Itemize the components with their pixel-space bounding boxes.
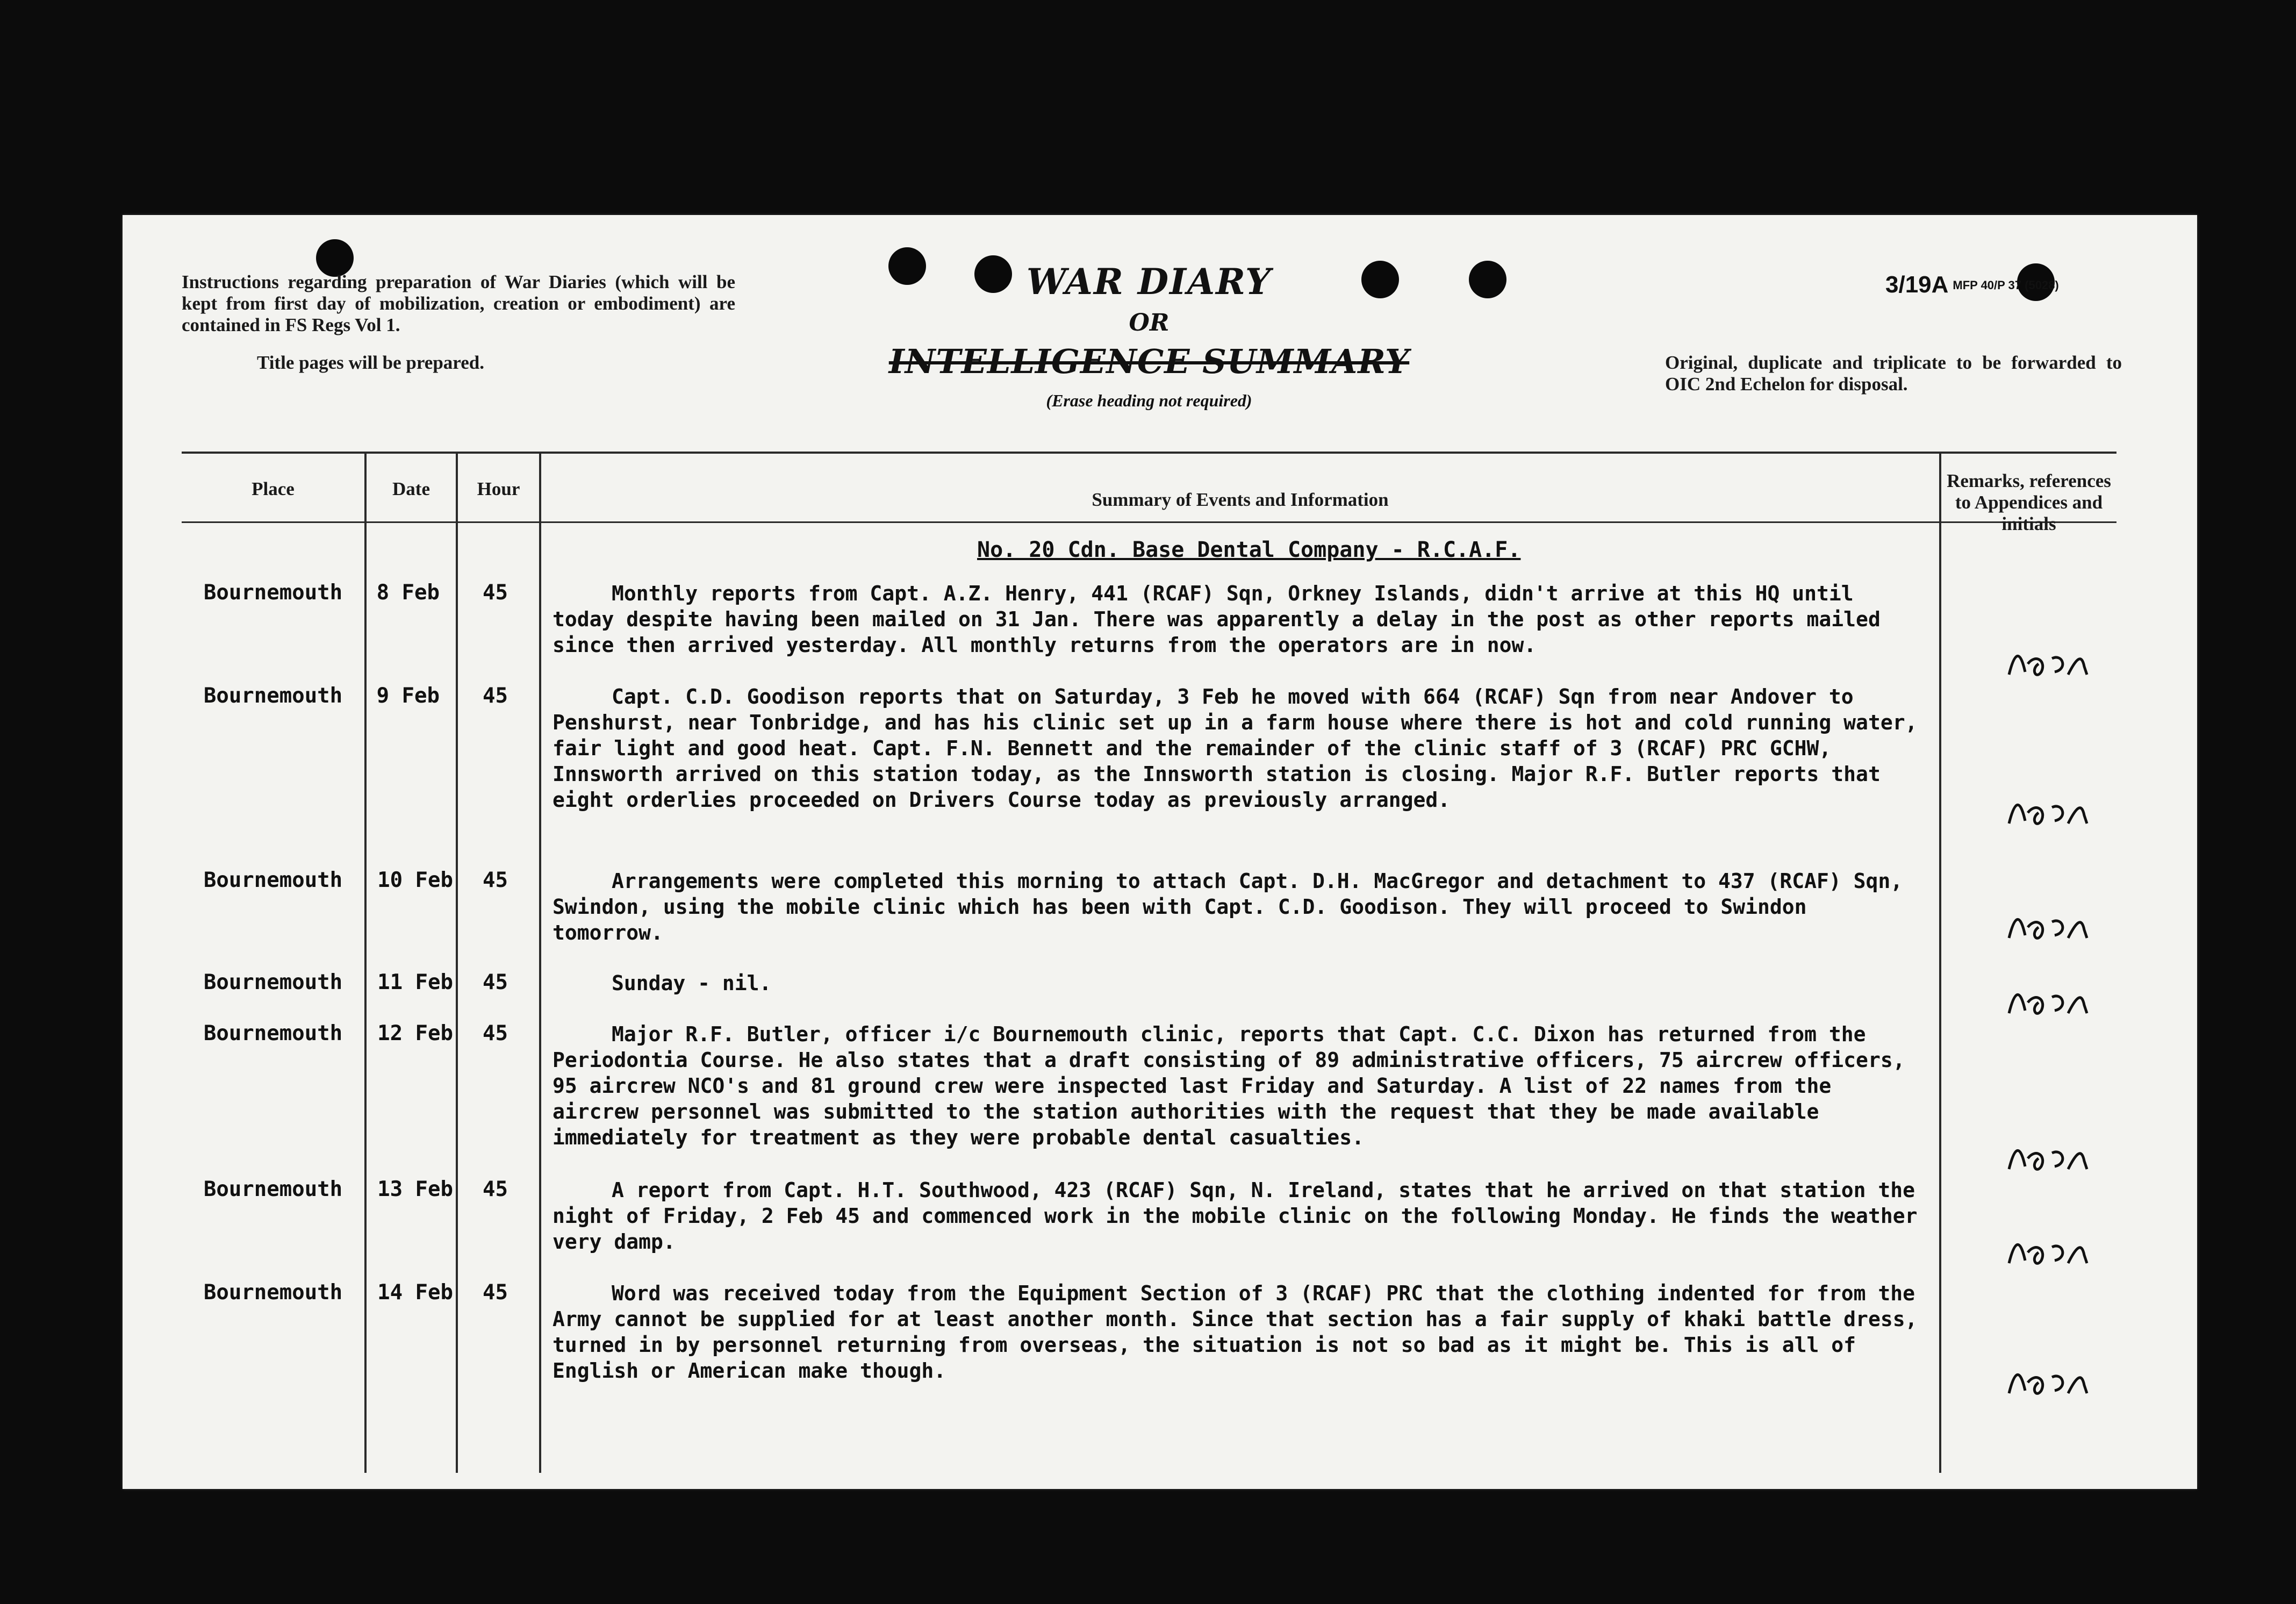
initials-signature xyxy=(2004,1361,2095,1404)
table-top-rule xyxy=(182,452,2116,454)
column-header-hour: Hour xyxy=(477,478,520,499)
column-divider xyxy=(456,452,458,1473)
form-code: MFP 40/P 37 (5028) xyxy=(1953,278,2059,292)
initials-signature xyxy=(2004,1231,2095,1274)
entry-date: 14 Feb xyxy=(377,1280,453,1305)
entry-hour: 45 xyxy=(483,1177,508,1201)
title-pages-note: Title pages will be prepared. xyxy=(257,352,484,373)
diary-heading xyxy=(816,261,1482,411)
erase-note: (Erase heading not required) xyxy=(1046,391,1252,410)
form-number xyxy=(1885,271,2059,298)
instructions-block xyxy=(182,271,735,374)
column-header-summary: Summary of Events and Information xyxy=(1092,489,1389,510)
entry-text: Word was received today from the Equipment Section of 3 (RCAF) PRC that the clothing indented for from the Army cannot be supplied for at least another month. Since that section has a fair supply of khaki battle dress, turned in by personnel returning from overseas, the situation is not so bad as it might be. This is all of English or American make though. xyxy=(553,1281,1918,1383)
initials-signature xyxy=(2004,906,2095,949)
diary-table xyxy=(182,452,2116,1473)
entry-hour: 45 xyxy=(483,1021,508,1046)
page-title: WAR DIARY xyxy=(1026,261,1272,303)
instructions-text: Instructions regarding preparation of War Diaries (which will be kept from first day of mobilization, creation or embodiment) are contained in FS Regs Vol 1. xyxy=(182,271,735,335)
entry-text: A report from Capt. H.T. Southwood, 423 (RCAF) Sqn, N. Ireland, states that he arrived on that station the night of Friday, 2 Feb 45 and commenced work in the mobile clinic on the following Monday. He finds the weather very damp. xyxy=(553,1178,1918,1254)
form-number-main: 3/19A xyxy=(1885,271,1949,298)
initials-signature xyxy=(2004,1137,2095,1180)
column-header-place: Place xyxy=(252,478,295,499)
entry-place: Bournemouth xyxy=(203,1177,343,1201)
column-divider xyxy=(539,452,541,1473)
column-header-remarks: Remarks, references to Appendices and initials xyxy=(1947,470,2111,534)
entry-date: 8 Feb xyxy=(376,581,440,605)
entry-place: Bournemouth xyxy=(203,868,343,892)
entry-hour: 45 xyxy=(483,1280,508,1305)
entry-place: Bournemouth xyxy=(203,1280,343,1305)
entry-date: 10 Feb xyxy=(377,868,453,892)
entry-date: 12 Feb xyxy=(377,1021,453,1046)
initials-signature xyxy=(2004,791,2095,834)
initials-signature xyxy=(2004,981,2095,1024)
entry-place: Bournemouth xyxy=(203,970,343,994)
entry-place: Bournemouth xyxy=(203,684,343,708)
entry-text: Major R.F. Butler, officer i/c Bournemouth clinic, reports that Capt. C.C. Dixon has returned from the Periodontia Course. He also states that a draft consisting of 89 administrative officers, 75 aircrew officers, 95 aircrew NCO's and 81 ground crew were inspected last Friday and Saturday. A list of 22 names from the aircrew personnel was submitted to the station authorities with the request that they be made available immediately for treatment as they were probable dental casualties. xyxy=(553,1022,1905,1149)
entry-date: 11 Feb xyxy=(377,970,453,994)
entry-date: 13 Feb xyxy=(377,1177,453,1201)
distribution-note: Original, duplicate and triplicate to be forwarded to OIC 2nd Echelon for disposal. xyxy=(1665,352,2122,395)
entry-text: Arrangements were completed this morning to attach Capt. D.H. MacGregor and detachment to 437 (RCAF) Sqn, Swindon, using the mobile clinic which has been with Capt. C.D. Goodison. They will proceed to Swindon tomorrow. xyxy=(553,869,1903,944)
struck-heading: INTELLIGENCE SUMMARY xyxy=(888,342,1410,381)
unit-heading: No. 20 Cdn. Base Dental Company - R.C.A.F. xyxy=(977,538,1521,562)
entry-hour: 45 xyxy=(483,970,508,994)
entry-text: Capt. C.D. Goodison reports that on Saturday, 3 Feb he moved with 664 (RCAF) Sqn from near Andover to Penshurst, near Tonbridge, and has his clinic set up in a farm house where there is hot and cold running water, fair light and good heat. Capt. F.N. Bennett and the remainder of the clinic staff of 3 (RCAF) PRC GCHW, Innsworth arrived on this station today, as the Innsworth station is closing. Major R.F. Butler reports that eight orderlies proceeded on Drivers Course today as previously arranged. xyxy=(553,685,1918,812)
entry-hour: 45 xyxy=(483,868,508,892)
header-rule xyxy=(182,521,2116,523)
column-header-date: Date xyxy=(392,478,430,499)
heading-or: OR xyxy=(1129,309,1169,336)
entry-text: Monthly reports from Capt. A.Z. Henry, 441 (RCAF) Sqn, Orkney Islands, didn't arrive at this HQ until today despite having been mailed on 31 Jan. There was apparently a delay in the post as other reports mailed since then arrived yesterday. All monthly returns from the operators are in now. xyxy=(553,582,1881,657)
entry-place: Bournemouth xyxy=(203,1021,343,1046)
war-diary-page xyxy=(123,215,2197,1489)
entry-hour: 45 xyxy=(483,684,508,708)
entry-place: Bournemouth xyxy=(203,581,343,605)
column-divider xyxy=(1939,452,1941,1473)
column-divider xyxy=(364,452,367,1473)
entry-text: Sunday - nil. xyxy=(612,971,772,995)
entry-date: 9 Feb xyxy=(376,684,440,708)
entry-hour: 45 xyxy=(483,581,508,605)
initials-signature xyxy=(2004,642,2095,685)
